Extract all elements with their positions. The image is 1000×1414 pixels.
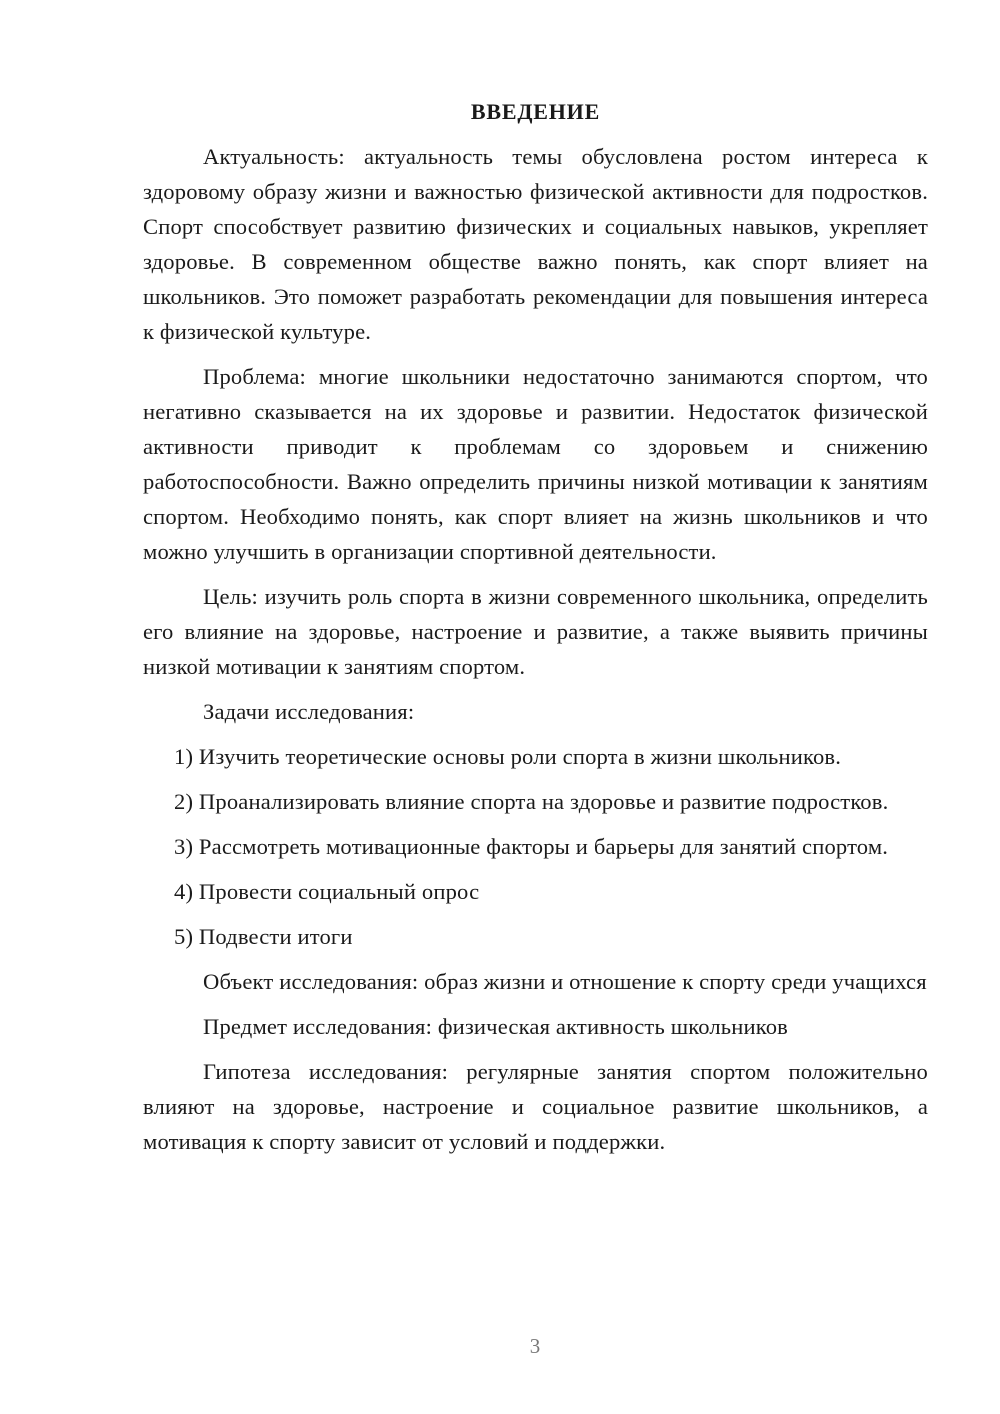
subject-paragraph: Предмет исследования: физическая активность школьников [203,1014,788,1039]
tasks-heading: Задачи исследования: [203,699,415,724]
goal-paragraph: Цель: изучить роль спорта в жизни современного школьника, определить его влияние на здоровье, настроение и развитие, а также выявить причины низкой мотивации к занятиям спортом. [143,584,928,679]
relevance-paragraph: Актуальность: актуальность темы обусловлена ростом интереса к здоровому образу жизни и важностью физической активности для подростков. Спорт способствует развитию физических и социальных навыков, укрепляет здоровье. В современном обществе важно понять, как спорт влияет на школьников. Это поможет разработать рекомендации для повышения интереса к физической культуре. [143,144,928,344]
task-item: 3) Рассмотреть мотивационные факторы и барьеры для занятий спортом. [174,834,889,859]
page-number: 3 [529,1334,541,1358]
section-title: ВВЕДЕНИЕ [470,99,601,124]
task-item: 1) Изучить теоретические основы роли спорта в жизни школьников. [174,744,842,769]
object-paragraph: Объект исследования: образ жизни и отношение к спорту среди учащихся [203,969,927,994]
hypothesis-paragraph: Гипотеза исследования: регулярные занятия спортом положительно влияют на здоровье, настроение и социальное развитие школьников, а мотивация к спорту зависит от условий и поддержки. [143,1059,928,1154]
task-item: 5) Подвести итоги [174,924,353,949]
task-item: 2) Проанализировать влияние спорта на здоровье и развитие подростков. [174,789,889,814]
task-item: 4) Провести социальный опрос [174,879,480,904]
document-page [143,94,928,1169]
problem-paragraph: Проблема: многие школьники недостаточно занимаются спортом, что негативно сказывается на их здоровье и развитии. Недостаток физической активности приводит к проблемам со здоровьем и снижению работоспособности. Важно определить причины низкой мотивации к занятиям спортом. Необходимо понять, как спорт влияет на жизнь школьников и что можно улучшить в организации спортивной деятельности. [143,364,928,564]
